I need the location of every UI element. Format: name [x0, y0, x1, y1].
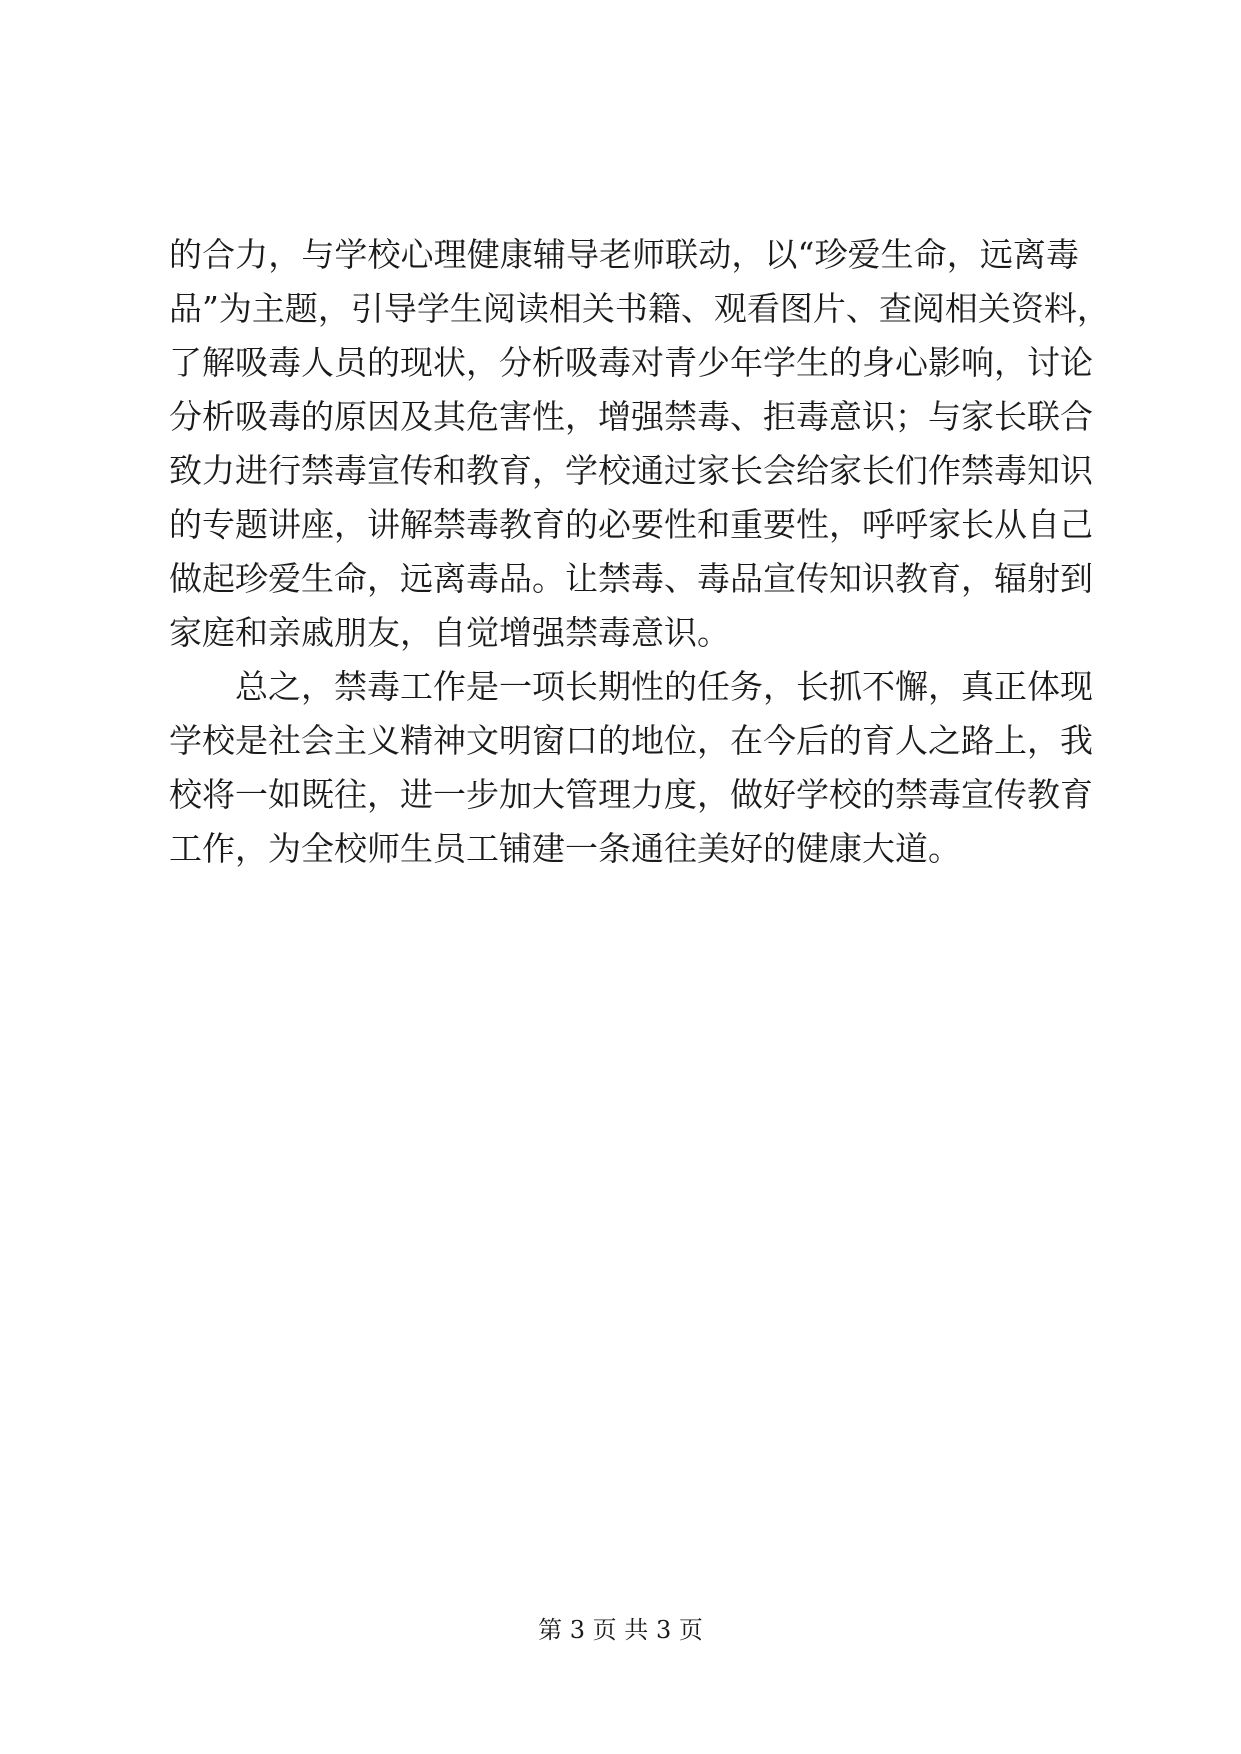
text-line: 工作，为全校师生员工铺建一条通往美好的健康大道。 — [169, 829, 961, 868]
text-line: 总之，禁毒工作是一项长期性的任务，长抓不懈，真正体现 — [169, 667, 1093, 706]
text-line: 校将一如既往，进一步加大管理力度，做好学校的禁毒宣传教育 — [169, 775, 1093, 814]
text-line: 的专题讲座，讲解禁毒教育的必要性和重要性，呼呼家长从自己 — [169, 505, 1093, 544]
text-line: 做起珍爱生命，远离毒品。让禁毒、毒品宣传知识教育，辐射到 — [169, 559, 1093, 598]
text-line: 致力进行禁毒宣传和教育，学校通过家长会给家长们作禁毒知识 — [169, 451, 1093, 490]
text-line: 品”为主题，引导学生阅读相关书籍、观看图片、查阅相关资料， — [169, 289, 1110, 328]
text-line: 家庭和亲戚朋友，自觉增强禁毒意识。 — [169, 613, 730, 652]
text-line: 的合力，与学校心理健康辅导老师联动，以“珍爱生命，远离毒 — [169, 235, 1079, 274]
paragraph — [169, 228, 1110, 660]
body-text — [169, 228, 1110, 876]
page-number-footer: 第 3 页 共 3 页 — [538, 1616, 703, 1644]
text-line: 了解吸毒人员的现状，分析吸毒对青少年学生的身心影响，讨论 — [169, 343, 1093, 382]
paragraph — [169, 660, 1093, 876]
text-line: 分析吸毒的原因及其危害性，增强禁毒、拒毒意识；与家长联合 — [169, 397, 1093, 436]
text-line: 学校是社会主义精神文明窗口的地位，在今后的育人之路上，我 — [169, 721, 1093, 760]
